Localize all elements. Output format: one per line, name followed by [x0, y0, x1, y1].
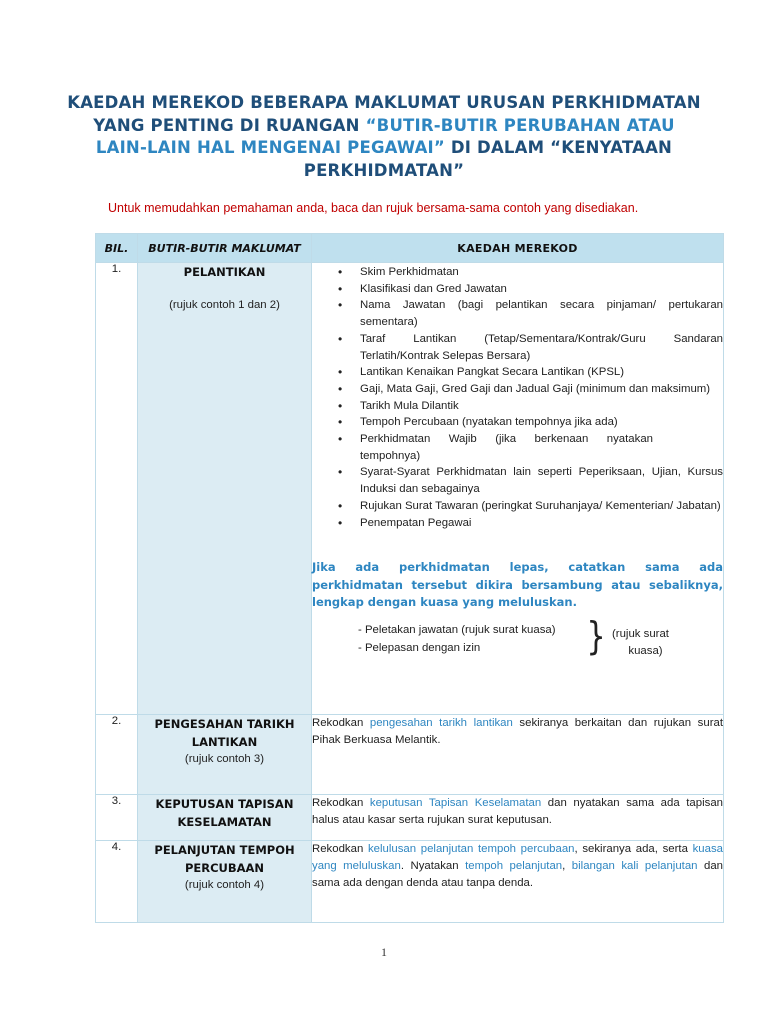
bullet-list: [312, 264, 723, 531]
text-segment: dan nyatakan sama ada tapisan halus atau kasar serta rujukan surat keputusan.: [312, 797, 723, 826]
list-item: • Tempoh Percubaan (nyatakan tempohnya jika ada): [360, 414, 723, 431]
sub-reference-line-2: kuasa): [628, 644, 663, 657]
header-butir: BUTIR-BUTIR MAKLUMAT: [138, 234, 312, 263]
highlight-segment: keputusan Tapisan Keselamatan: [369, 797, 542, 809]
title-line-2-a: YANG PENTING DI RUANGAN: [93, 115, 366, 135]
list-item: • Perkhidmatan Wajib (jika berkenaan nyatakan tempohnya): [360, 431, 723, 464]
title-line-2-b: “BUTIR-BUTIR PERUBAHAN ATAU: [365, 115, 675, 135]
row-item: [138, 841, 312, 923]
item-title: KEPUTUSAN TAPISAN KESELAMATAN: [155, 797, 294, 829]
list-item: • Klasifikasi dan Gred Jawatan: [360, 281, 723, 298]
sub-reference-line-1: (rujuk surat: [612, 627, 669, 640]
brace-symbol: }: [586, 613, 606, 658]
row-number: 4.: [96, 841, 138, 923]
table-row: [96, 263, 724, 715]
text-segment: Rekodkan: [312, 797, 370, 809]
list-item: • Rujukan Surat Tawaran (peringkat Suruhanjaya/ Kementerian/ Jabatan): [360, 498, 723, 515]
list-item: • Gaji, Mata Gaji, Gred Gaji dan Jadual Gaji (minimum dan maksimum): [360, 381, 723, 398]
header-bil: BIL.: [96, 234, 138, 263]
item-reference: (rujuk contoh 4): [184, 879, 265, 891]
records-table: [95, 233, 724, 923]
list-item: • Lantikan Kenaikan Pangkat Secara Lantikan (KPSL): [360, 364, 723, 381]
row-method: [312, 795, 724, 841]
row-number: 3.: [96, 795, 138, 841]
method-text: [312, 841, 723, 892]
sub-item-release: - Pelepasan dengan izin: [358, 641, 481, 654]
title-line-3: [60, 137, 708, 160]
row-number: 1.: [96, 263, 138, 715]
document-title: [60, 92, 708, 182]
row-item: [138, 715, 312, 795]
item-title: PELANTIKAN: [183, 265, 266, 279]
highlight-segment: pengesahan tarikh lantikan: [369, 717, 513, 729]
sub-item-resignation: - Peletakan jawatan (rujuk surat kuasa): [358, 623, 556, 636]
title-line-1: KAEDAH MEREKOD BEBERAPA MAKLUMAT URUSAN PERKHIDMATAN: [67, 93, 701, 112]
title-line-4: PERKHIDMATAN”: [303, 160, 465, 180]
title-line-3-a: LAIN-LAIN HAL MENGENAI PEGAWAI”: [95, 138, 445, 157]
highlight-segment: tempoh pelanjutan: [465, 860, 563, 872]
list-item: • Nama Jawatan (bagi pelantikan secara pinjaman/ pertukaran sementara): [360, 297, 723, 330]
row-number: 2.: [96, 715, 138, 795]
text-segment: . Nyatakan: [400, 860, 466, 872]
text-segment: , sekiranya ada, serta: [574, 843, 693, 855]
text-segment: Rekodkan: [312, 843, 368, 855]
item-reference: (rujuk contoh 3): [184, 753, 265, 765]
sub-reference-note: [612, 626, 669, 660]
intro-note: Untuk memudahkan pemahaman anda, baca dan rujuk bersama-sama contoh yang disediakan.: [108, 201, 639, 215]
text-segment: sekiranya berkaitan dan rujukan surat Pihak Berkuasa Melantik.: [312, 717, 723, 746]
item-title: PENGESAHAN TARIKH LANTIKAN: [154, 717, 295, 749]
table-header-row: [96, 234, 724, 263]
list-item: • Penempatan Pegawai: [360, 515, 723, 532]
table-row: [96, 795, 724, 841]
table-row: [96, 841, 724, 923]
sub-list: [312, 613, 723, 662]
highlight-segment: kelulusan pelanjutan tempoh percubaan: [367, 843, 575, 855]
method-text: [312, 715, 723, 749]
highlight-segment: kuasa yang meluluskan: [312, 843, 723, 872]
method-text: [312, 795, 723, 829]
item-reference: (rujuk contoh 1 dan 2): [169, 299, 280, 311]
list-item: • Skim Perkhidmatan: [360, 264, 723, 281]
service-note: Jika ada perkhidmatan lepas, catatkan sama ada perkhidmatan tersebut dikira bersambung atau sebaliknya, lengkap dengan kuasa yang meluluskan.: [312, 560, 723, 610]
row-item: [138, 263, 312, 715]
list-item: • Syarat-Syarat Perkhidmatan lain seperti Peperiksaan, Ujian, Kursus Induksi dan sebagainya: [360, 464, 723, 497]
text-segment: dan sama ada dengan denda atau tanpa denda.: [312, 860, 724, 889]
item-title: PELANJUTAN TEMPOH PERCUBAAN: [154, 843, 295, 875]
list-item: • Taraf Lantikan (Tetap/Sementara/Kontrak/Guru Sandaran Terlatih/Kontrak Selepas Bersara): [360, 331, 723, 364]
text-segment: ,: [562, 860, 572, 872]
text-segment: Rekodkan: [312, 717, 370, 729]
title-line-2: [60, 115, 708, 138]
list-item: • Tarikh Mula Dilantik: [360, 398, 723, 415]
page-number: 1: [381, 945, 387, 959]
highlight-segment: bilangan kali pelanjutan: [571, 860, 698, 872]
row-method: [312, 263, 724, 715]
row-method: [312, 841, 724, 923]
row-item: [138, 795, 312, 841]
row-method: [312, 715, 724, 795]
title-line-3-b: DI DALAM “KENYATAAN: [444, 138, 673, 157]
table-row: [96, 715, 724, 795]
header-kaedah: KAEDAH MEREKOD: [312, 234, 724, 263]
